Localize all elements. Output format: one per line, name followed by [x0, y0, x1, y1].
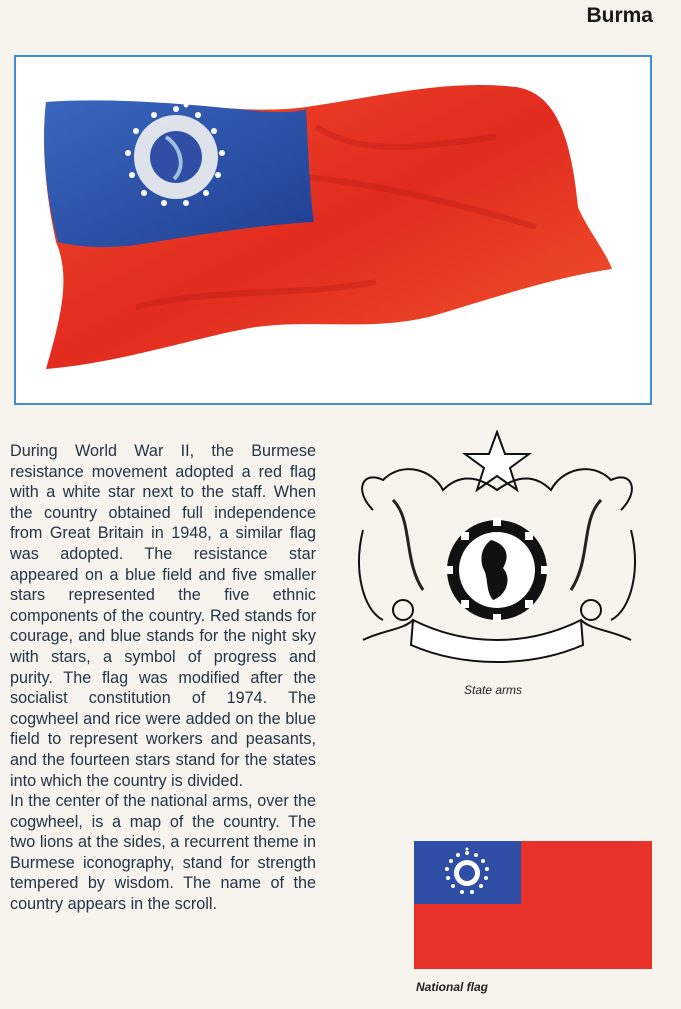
page-title: Burma: [586, 4, 653, 27]
waving-flag-illustration: [14, 55, 652, 405]
paragraph-arms: In the center of the national arms, over the cogwheel, is a map of the country. The two lions at the sides, a recurrent theme in Burmese iconography, stand for strength tempered by wisdom. The name of the country appears in the scroll.: [10, 792, 316, 914]
national-flag-icon: [414, 841, 652, 969]
state-arms-caption: State arms: [464, 683, 523, 697]
state-arms-emblem-icon: [343, 430, 651, 670]
paragraph-history: During World War II, the Burmese resistance movement adopted a red flag with a white star next to the staff. When the country obtained full independence from Great Britain in 1948, a similar flag was adopted. The resistance star appeared on a blue field and five smaller stars represented the five ethnic components of the country. Red stands for courage, and blue stands for the night sky with stars, a symbol of progress and purity. The flag was modified after the socialist constitution of 1974. The cogwheel and rice were added on the blue field to represent workers and peasants, and the fourteen stars stand for the states into which the country is divided.: [10, 442, 316, 790]
description-text: [10, 441, 316, 915]
national-flag-caption: National flag: [416, 980, 489, 994]
waving-flag-icon: [16, 57, 650, 403]
